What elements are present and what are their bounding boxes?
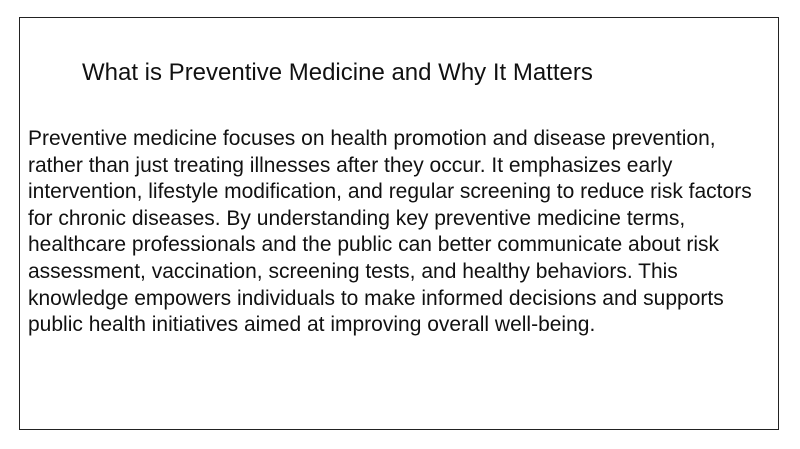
slide-body-text: Preventive medicine focuses on health promotion and disease prevention, rather than just treating illnesses after they occur. It emphasizes early intervention, lifestyle modification, and regular screening to reduce risk factors for chronic diseases. By understanding key preventive medicine terms, healthcare professionals and the public can better communicate about risk assessment, vaccination, screening tests, and healthy behaviors. This knowledge empowers individuals to make informed decisions and supports public health initiatives aimed at improving overall well-being. [28,127,752,337]
slide-title: What is Preventive Medicine and Why It Matters [82,59,593,86]
slide-frame [19,17,779,430]
